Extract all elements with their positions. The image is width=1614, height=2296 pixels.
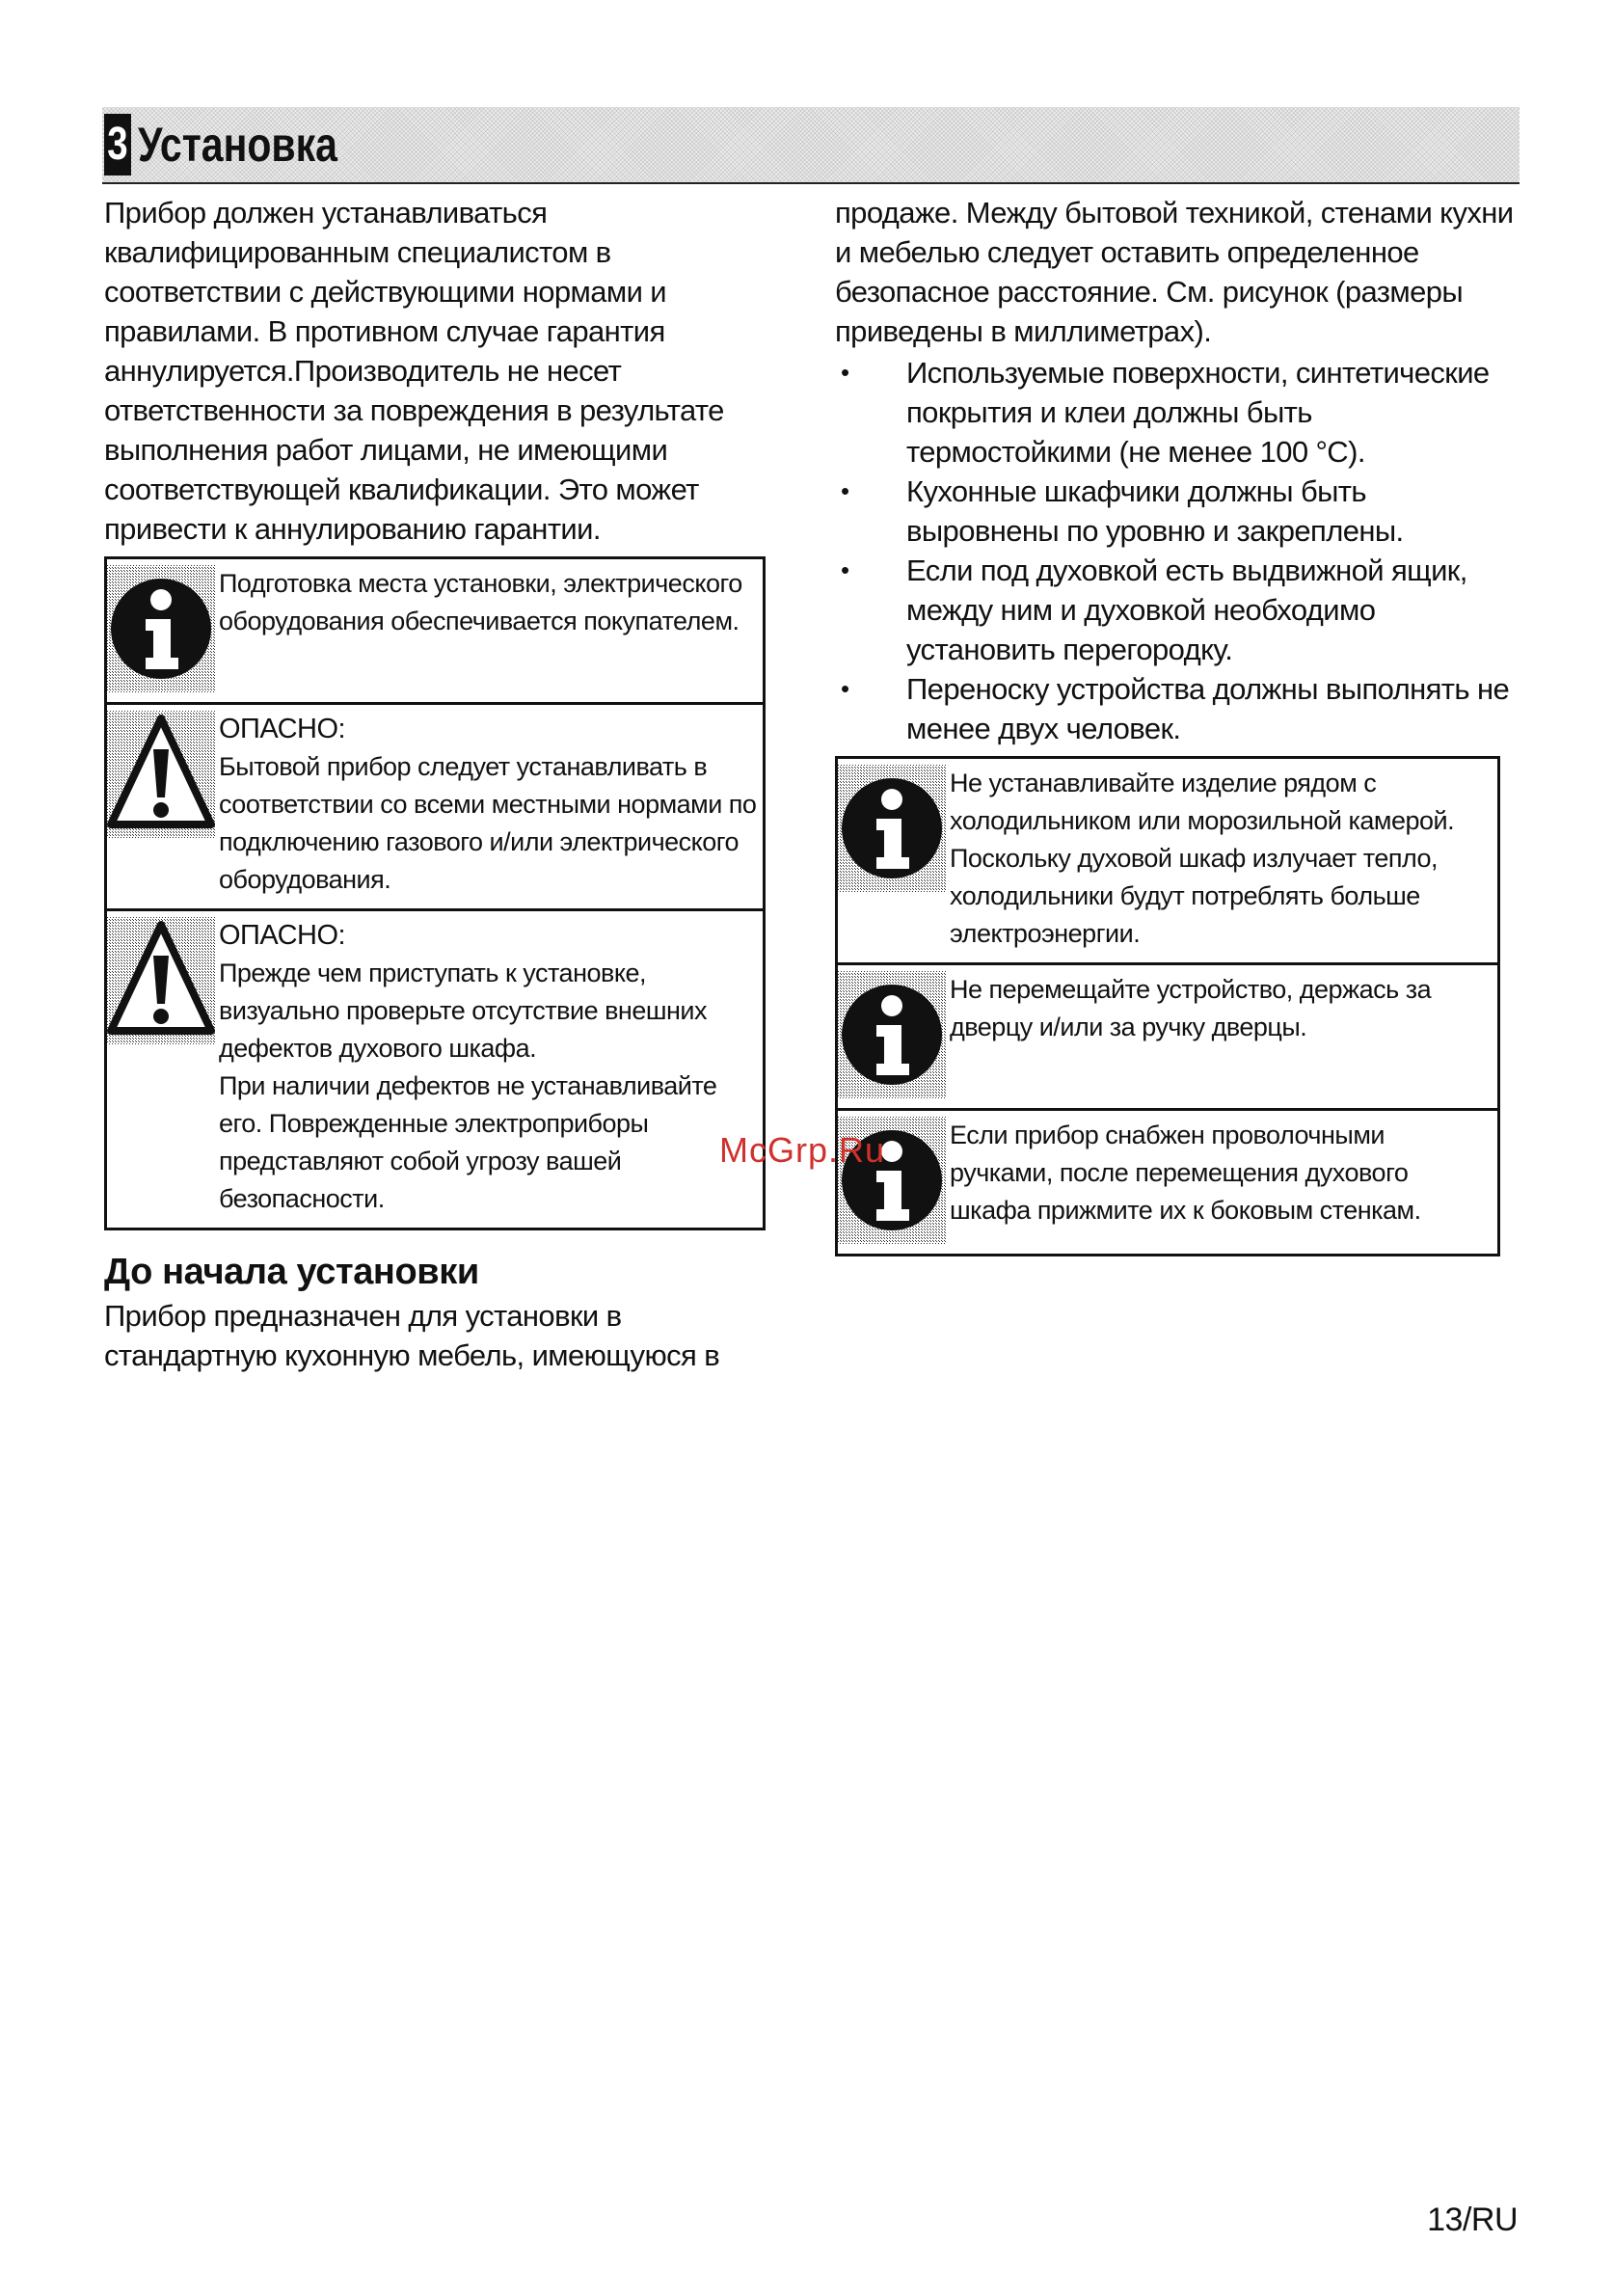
notice-warning-defects bbox=[107, 911, 763, 1228]
notice-info-site-preparation bbox=[107, 559, 763, 705]
notice-warning-regulations bbox=[107, 705, 763, 911]
notice-body: Бытовой прибор следует устанавливать в соответствии со всеми местными нормами по подключению газового и/или электрического оборудования. bbox=[219, 752, 757, 894]
notice-body-continued: При наличии дефектов не устанавливайте его. Поврежденные электроприборы представляют собой угрозу вашей безопасности. bbox=[219, 1071, 717, 1213]
notice-info-wire-handles bbox=[838, 1111, 1497, 1254]
notice-label: ОПАСНО: bbox=[219, 714, 346, 744]
continuation-paragraph: продаже. Между бытовой техникой, стенами кухни и мебелью следует оставить определенное безопасное расстояние. См. рисунок (размеры приведены в миллиметрах). bbox=[835, 196, 1514, 348]
warning-icon bbox=[107, 711, 215, 838]
list-item bbox=[835, 551, 1520, 669]
warning-icon bbox=[107, 917, 215, 1044]
right-notice-group bbox=[835, 756, 1500, 1256]
page-number: 13/RU bbox=[1427, 2201, 1518, 2238]
notice-info-refrigerator bbox=[838, 759, 1497, 965]
bullet-icon: • bbox=[841, 555, 849, 584]
notice-text bbox=[219, 917, 757, 1218]
intro-paragraph: Прибор должен устанавливаться квалифицированным специалистом в соответствии с действующими нормами и правилами. В противном случае гарантия аннулируется.Производитель не несет ответственности за повреждения в результате выполнения работ лицами, не имеющими соответствующей квалификации. Это может привести к аннулированию гарантии. bbox=[104, 196, 724, 546]
bullet-icon: • bbox=[841, 358, 849, 387]
section-title: Установка bbox=[137, 118, 337, 172]
requirements-list bbox=[835, 353, 1520, 748]
notice-text bbox=[219, 565, 757, 640]
notice-label: ОПАСНО: bbox=[219, 920, 346, 951]
notice-text bbox=[219, 711, 757, 899]
notice-text bbox=[950, 1117, 1492, 1229]
section-number: 3 bbox=[104, 114, 131, 176]
right-column bbox=[835, 193, 1520, 1256]
list-item bbox=[835, 353, 1520, 472]
notice-body: Не устанавливайте изделие рядом с холодильником или морозильной камерой. Поскольку духовой шкаф излучает тепло, холодильники будут потреблять больше электроэнергии. bbox=[950, 769, 1455, 948]
notice-info-door-handle bbox=[838, 965, 1497, 1111]
list-item-text: Переноску устройства должны выполнять не менее двух человек. bbox=[906, 672, 1510, 745]
list-item-text: Кухонные шкафчики должны быть выровнены по уровню и закреплены. bbox=[906, 474, 1404, 548]
notice-body: Не перемещайте устройство, держась за дверцу и/или за ручку дверцы. bbox=[950, 975, 1432, 1041]
list-item-text: Если под духовкой есть выдвижной ящик, между ним и духовкой необходимо установить перегородку. bbox=[906, 554, 1467, 666]
list-item-text: Используемые поверхности, синтетические покрытия и клеи должны быть термостойкими (не менее 100 °C). bbox=[906, 356, 1490, 469]
notice-body: Подготовка места установки, электрического оборудования обеспечивается покупателем. bbox=[219, 569, 742, 635]
section-header bbox=[102, 107, 1520, 184]
notice-body: Если прибор снабжен проволочными ручками, после перемещения духового шкафа прижмите их к боковым стенкам. bbox=[950, 1121, 1421, 1225]
left-column bbox=[104, 193, 766, 1375]
info-icon bbox=[107, 565, 215, 692]
bullet-icon: • bbox=[841, 674, 849, 703]
bullet-icon: • bbox=[841, 476, 849, 505]
notice-text bbox=[950, 971, 1492, 1046]
list-item bbox=[835, 472, 1520, 551]
notice-body: Прежде чем приступать к установке, визуально проверьте отсутствие внешних дефектов духового шкафа. bbox=[219, 959, 708, 1063]
notice-text bbox=[950, 765, 1492, 953]
list-item bbox=[835, 669, 1520, 748]
subheading-before-installation: До начала установки bbox=[104, 1252, 479, 1292]
info-icon bbox=[838, 971, 946, 1098]
before-installation-text: Прибор предназначен для установки в стандартную кухонную мебель, имеющуюся в bbox=[104, 1299, 720, 1372]
watermark: McGrp.Ru bbox=[719, 1130, 886, 1170]
left-notice-group bbox=[104, 556, 766, 1230]
info-icon bbox=[838, 765, 946, 892]
